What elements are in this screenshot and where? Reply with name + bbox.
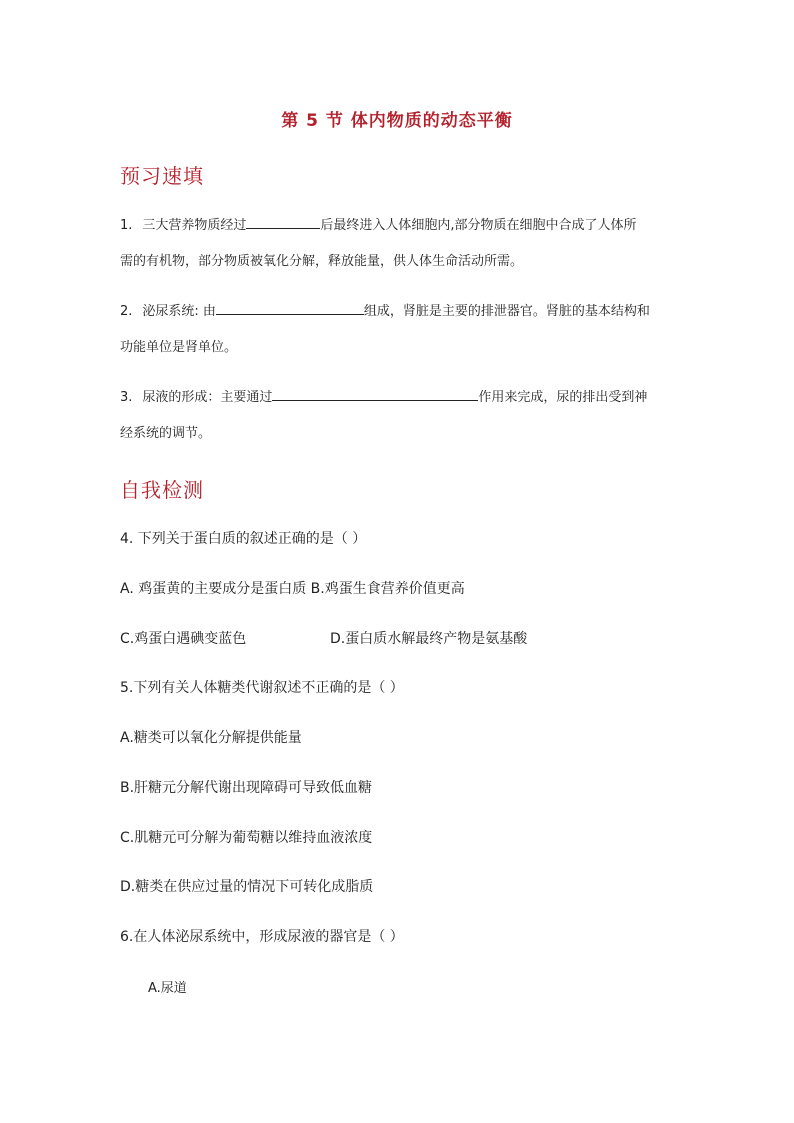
- question-4-stem: 4. 下列关于蛋白质的叙述正确的是（ ）: [120, 531, 367, 547]
- question-6-option-a: A.尿道: [148, 981, 187, 996]
- question-5-stem: 5.下列有关人体糖类代谢叙述不正确的是（ ）: [120, 680, 404, 696]
- question-text: 后最终进入人体细胞内,部分物质在细胞中合成了人体所: [320, 218, 637, 233]
- question-3-line-2: 经系统的调节。: [120, 426, 212, 441]
- option-c: C.鸡蛋白遇碘变蓝色: [120, 631, 247, 647]
- question-5-option-d: D.糖类在供应过量的情况下可转化成脂质: [120, 879, 374, 895]
- question-1: [120, 208, 680, 280]
- question-text: 泌尿系统: 由: [142, 304, 216, 319]
- question-number: 1.: [120, 218, 133, 233]
- question-4-options-cd: [120, 628, 527, 648]
- question-5-option-a: A.糖类可以氧化分解提供能量: [120, 730, 302, 746]
- question-3: [120, 380, 680, 452]
- fill-blank[interactable]: [272, 386, 478, 401]
- question-text: 组成，肾脏是主要的排泄器官。肾脏的基本结构和: [363, 304, 650, 319]
- section-heading-preview: 预习速填: [120, 164, 204, 188]
- question-5-option-c: C.肌糖元可分解为葡萄糖以维持血液浓度: [120, 830, 373, 846]
- question-1-line-1: [120, 208, 680, 244]
- question-text: 三大营养物质经过: [142, 218, 247, 233]
- question-number: 2.: [120, 304, 133, 319]
- question-3-line-1: [120, 380, 680, 416]
- question-text: 作用来完成，尿的排出受到神: [478, 390, 648, 405]
- question-4-options-ab: A. 鸡蛋黄的主要成分是蛋白质 B.鸡蛋生食营养价值更高: [120, 581, 465, 597]
- question-text: 尿液的形成：主要通过: [142, 390, 273, 405]
- option-d: D.蛋白质水解最终产物是氨基酸: [330, 631, 528, 647]
- question-1-line-2: 需的有机物，部分物质被氧化分解，释放能量，供人体生命活动所需。: [120, 254, 524, 269]
- question-2: [120, 294, 680, 366]
- question-number: 3.: [120, 390, 133, 405]
- question-5-option-b: B.肝糖元分解代谢出现障碍可导致低血糖: [120, 780, 373, 796]
- fill-blank[interactable]: [246, 214, 320, 229]
- fill-blank[interactable]: [216, 300, 364, 315]
- question-2-line-1: [120, 294, 680, 330]
- section-heading-self-check: 自我检测: [120, 478, 204, 502]
- question-2-line-2: 功能单位是肾单位。: [120, 340, 238, 355]
- question-6-stem: 6.在人体泌尿系统中，形成尿液的器官是（ ）: [120, 929, 404, 945]
- page-title: 第 5 节 体内物质的动态平衡: [281, 111, 513, 131]
